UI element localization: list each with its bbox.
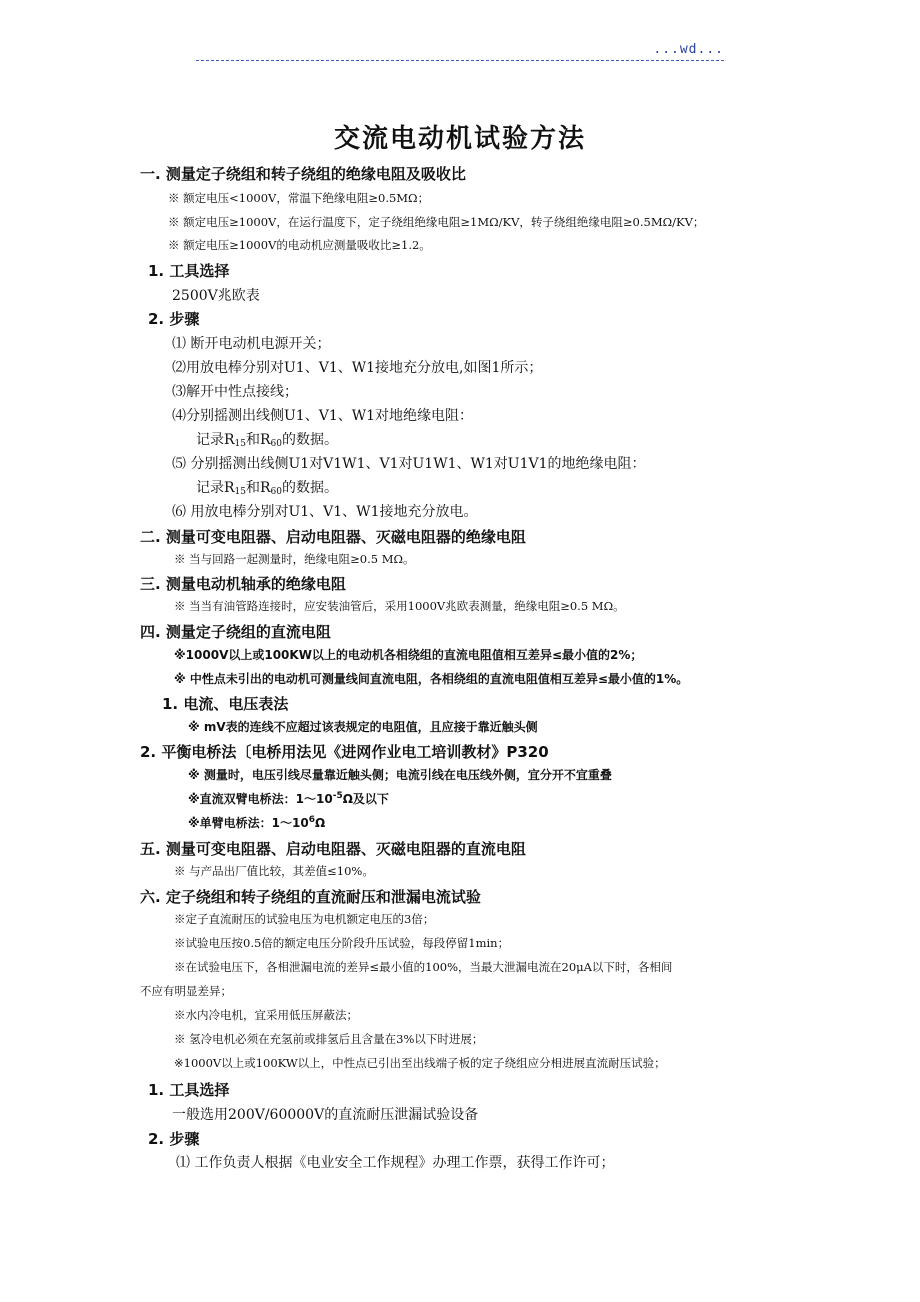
section-6-heading: 六. 定子绕组和转子绕组的直流耐压和泄漏电流试验 bbox=[140, 888, 481, 906]
section-4-method-1-heading: 1. 电流、电压表法 bbox=[162, 695, 289, 713]
section-1-step-4: ⑷分别摇测出线侧U1、V1、W1对地绝缘电阻： bbox=[172, 408, 474, 424]
section-1-heading: 一. 测量定子绕组和转子绕组的绝缘电阻及吸收比 bbox=[140, 165, 466, 183]
section-4-method-2-heading: 2. 平衡电桥法〔电桥用法见《进网作业电工培训教材》P320 bbox=[140, 743, 549, 761]
section-1-note-3: ※ 额定电压≥1000V的电动机应测量吸收比≥1.2。 bbox=[168, 238, 431, 252]
section-1-step-3: ⑶解开中性点接线； bbox=[172, 384, 298, 400]
section-4-heading: 四. 测量定子绕组的直流电阻 bbox=[140, 623, 331, 641]
section-1-note-2: ※ 额定电压≥1000V，在运行温度下，定子绕组绝缘电阻≥1MΩ/KV，转子绕组绝缘电阻≥0.5MΩ/KV； bbox=[168, 215, 705, 229]
section-6-note-4: ※水内冷电机，宜采用低压屏蔽法； bbox=[174, 1008, 358, 1022]
document-title: 交流电动机试验方法 bbox=[333, 124, 586, 154]
section-1-step-5: ⑸ 分别摇测出线侧U1对V1W1、V1对U1W1、W1对U1V1的地绝缘电阻： bbox=[172, 456, 646, 472]
section-1-step-6: ⑹ 用放电棒分别对U1、V1、W1接地充分放电。 bbox=[172, 504, 478, 520]
single-bridge-range: ※单臂电桥法：$1\sim 10^6\Omega$ bbox=[188, 815, 326, 830]
page-header-rule bbox=[196, 42, 724, 61]
section-6-note-1: ※定子直流耐压的试验电压为电机额定电压的3倍； bbox=[174, 912, 435, 926]
section-6-note-5: ※ 氢冷电机必须在充氢前或排氢后且含量在3%以下时进展； bbox=[174, 1032, 484, 1046]
section-1-record-2: 记录$R_{15}$和$R_{60}$的数据。 bbox=[196, 480, 338, 497]
section-3-note: ※ 当当有油管路连接时，应安装油管后，采用1000V兆欧表测量，绝缘电阻≥0.5 MΩ。 bbox=[174, 599, 625, 613]
section-1-record-1: 记录$R_{15}$和$R_{60}$的数据。 bbox=[196, 432, 338, 449]
section-2-heading: 二. 测量可变电阻器、启动电阻器、灭磁电阻器的绝缘电阻 bbox=[140, 528, 526, 546]
section-6-tool-text: 一般选用200V/60000V的直流耐压泄漏试验设备 bbox=[172, 1107, 479, 1123]
section-1-tool-heading: 1. 工具选择 bbox=[148, 262, 230, 280]
section-2-note: ※ 当与回路一起测量时，绝缘电阻≥0.5 MΩ。 bbox=[174, 552, 415, 566]
section-4-method-2-note: ※ 测量时，电压引线尽量靠近触头侧；电流引线在电压线外侧，宜分开不宜重叠 bbox=[188, 768, 612, 782]
section-4-note-2: ※ 中性点未引出的电动机可测量线间直流电阻，各相绕组的直流电阻值相互差异≤最小值的1%。 bbox=[174, 672, 689, 686]
section-6-tool-heading: 1. 工具选择 bbox=[148, 1081, 230, 1099]
section-3-heading: 三. 测量电动机轴承的绝缘电阻 bbox=[140, 575, 346, 593]
section-1-step-2: ⑵用放电棒分别对U1、V1、W1接地充分放电,如图1所示； bbox=[172, 360, 543, 376]
page-header-text: ...wd... bbox=[653, 42, 724, 57]
section-1-tool-text: 2500V兆欧表 bbox=[172, 288, 260, 304]
section-6-step-1: ⑴ 工作负责人根据《电业安全工作规程》办理工作票，获得工作许可； bbox=[176, 1155, 615, 1171]
section-1-steps-heading: 2. 步骤 bbox=[148, 310, 200, 328]
section-5-heading: 五. 测量可变电阻器、启动电阻器、灭磁电阻器的直流电阻 bbox=[140, 840, 526, 858]
section-6-note-3: ※在试验电压下，各相泄漏电流的差异≤最小值的100%，当最大泄漏电流在20μA以下时，各相间 bbox=[174, 960, 673, 974]
section-4-method-1-note: ※ mV表的连线不应超过该表规定的电阻值，且应接于靠近触头侧 bbox=[188, 720, 538, 734]
section-6-note-6: ※1000V以上或100KW以上，中性点已引出至出线端子板的定子绕组应分相进展直流耐压试验； bbox=[174, 1056, 666, 1070]
section-5-note: ※ 与产品出厂值比较，其差值≤10%。 bbox=[174, 864, 374, 878]
double-bridge-range: ※直流双臂电桥法：$1\sim 10^{-5}\Omega$及以下 bbox=[188, 791, 389, 806]
section-6-note-3-cont: 不应有明显差异； bbox=[140, 984, 232, 998]
section-6-steps-heading: 2. 步骤 bbox=[148, 1130, 200, 1148]
section-1-step-1: ⑴ 断开电动机电源开关； bbox=[172, 336, 331, 352]
section-4-note-1: ※1000V以上或100KW以上的电动机各相绕组的直流电阻值相互差异≤最小值的2%； bbox=[174, 648, 643, 662]
section-6-note-2: ※试验电压按0.5倍的额定电压分阶段升压试验，每段停留1min； bbox=[174, 936, 510, 950]
section-1-note-1: ※ 额定电压<1000V，常温下绝缘电阻≥0.5MΩ； bbox=[168, 191, 430, 205]
